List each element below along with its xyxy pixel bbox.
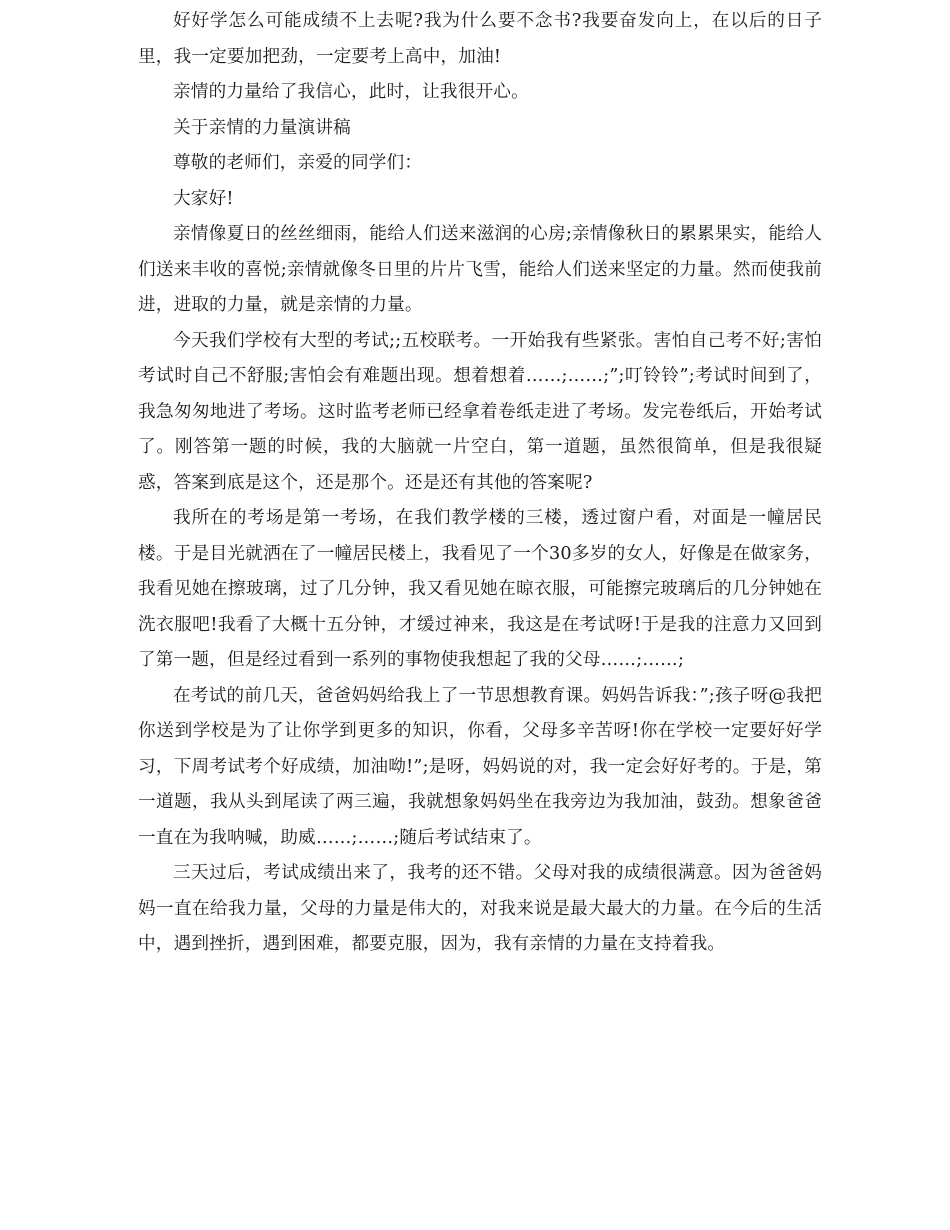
document-body	[138, 4, 822, 963]
speech-title: 关于亲情的力量演讲稿	[173, 117, 351, 138]
salutation: 尊敬的老师们，亲爱的同学们：	[173, 153, 423, 173]
paragraph: 好好学怎么可能成绩不上去呢?我为什么要不念书?我要奋发向上，在以后的日子里，我一定要加把劲，一定要考上高中，加油!	[138, 11, 822, 67]
paragraph: 亲情的力量给了我信心，此时，让我很开心。	[173, 82, 529, 102]
greeting: 大家好!	[173, 188, 234, 209]
paragraph: 在考试的前几天，爸爸妈妈给我上了一节思想教育课。妈妈告诉我：”;孩子呀@我把你送到学校是为了让你学到更多的知识，你看，父母多辛苦呀!你在学校一定要好好学习，下周考试考个好成绩，加油呦!”;是呀，妈妈说的对，我一定会好好考的。于是，第一道题，我从头到尾读了两三遍，我就想象妈妈坐在我旁边为我加油，鼓劲。想象爸爸一直在为我呐喊，助威……;……;随后考试结束了。	[138, 685, 822, 848]
paragraph: 亲情像夏日的丝丝细雨，能给人们送来滋润的心房;亲情像秋日的累累果实，能给人们送来丰收的喜悦;亲情就像冬日里的片片飞雪，能给人们送来坚定的力量。然而使我前进，进取的力量，就是亲情的力量。	[138, 224, 822, 315]
paragraph: 我所在的考场是第一考场，在我们教学楼的三楼，透过窗户看，对面是一幢居民楼。于是目光就洒在了一幢居民楼上，我看见了一个30多岁的女人，好像是在做家务，我看见她在擦玻璃，过了几分钟，我又看见她在晾衣服，可能擦完玻璃后的几分钟她在洗衣服吧!我看了大概十五分钟，才缓过神来，我这是在考试呀!于是我的注意力又回到了第一题，但是经过看到一系列的事物使我想起了我的父母……;……;	[138, 508, 822, 670]
paragraph: 今天我们学校有大型的考试;;五校联考。一开始我有些紧张。害怕自己考不好;害怕考试时自己不舒服;害怕会有难题出现。想着想着……;……;”;叮铃铃”;考试时间到了，我急匆匆地进了考场。这时监考老师已经拿着卷纸走进了考场。发完卷纸后，开始考试了。刚答第一题的时候，我的大脑就一片空白，第一道题，虽然很简单，但是我很疑惑，答案到底是这个，还是那个。还是还有其他的答案呢?	[138, 330, 822, 493]
paragraph: 三天过后，考试成绩出来了，我考的还不错。父母对我的成绩很满意。因为爸爸妈妈一直在给我力量，父母的力量是伟大的，对我来说是最大最大的力量。在今后的生活中，遇到挫折，遇到困难，都要克服，因为，我有亲情的力量在支持着我。	[138, 863, 822, 954]
